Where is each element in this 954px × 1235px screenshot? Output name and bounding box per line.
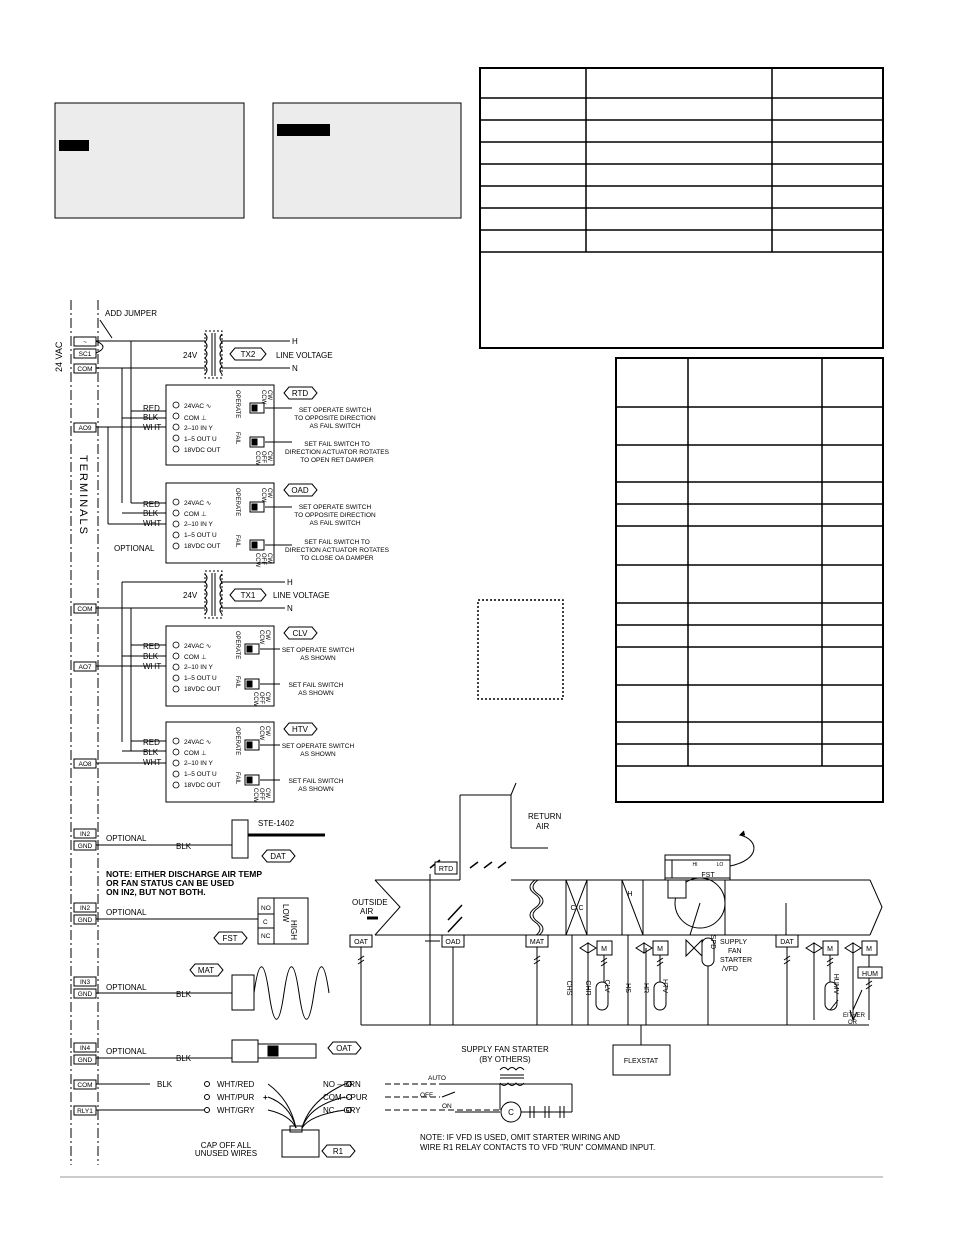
in3-blk: BLK	[176, 990, 192, 999]
svg-text:COM ⊥: COM ⊥	[184, 750, 207, 757]
vac-label: 24 VAC	[54, 341, 64, 372]
svg-text:TO OPPOSITE DIRECTION: TO OPPOSITE DIRECTION	[294, 512, 376, 519]
svg-text:OR: OR	[848, 1020, 857, 1026]
svg-text:AS SHOWN: AS SHOWN	[300, 655, 336, 662]
svg-text:WHT/RED: WHT/RED	[217, 1080, 255, 1089]
svg-text:24VAC ∿: 24VAC ∿	[184, 643, 212, 650]
svg-text:BLK: BLK	[143, 413, 159, 422]
svg-text:SET OPERATE SWITCH: SET OPERATE SWITCH	[298, 407, 372, 414]
svg-text:CW: CW	[264, 630, 270, 640]
svg-text:STARTER: STARTER	[720, 957, 753, 964]
svg-text:2–10 IN Y: 2–10 IN Y	[184, 425, 213, 432]
svg-text:OPERATE: OPERATE	[234, 631, 240, 660]
svg-text:CW: CW	[264, 788, 270, 798]
svg-text:1–5 OUT U: 1–5 OUT U	[184, 675, 217, 682]
svg-text:FAIL: FAIL	[234, 772, 240, 785]
dat-tag-text: DAT	[270, 852, 286, 861]
svg-text:CLV: CLV	[603, 979, 610, 993]
term-in4: IN4	[79, 1045, 91, 1052]
tx2-24v: 24V	[183, 351, 198, 360]
svg-text:24VAC ∿: 24VAC ∿	[184, 500, 212, 507]
display-panel-left	[55, 103, 244, 218]
svg-text:LO: LO	[716, 862, 724, 868]
svg-text:18VDC OUT: 18VDC OUT	[184, 447, 221, 454]
svg-text:WHT/GRY: WHT/GRY	[217, 1106, 255, 1115]
in2-blk: BLK	[176, 842, 192, 851]
svg-text:AUTO: AUTO	[428, 1075, 446, 1082]
svg-text:CW: CW	[266, 553, 272, 563]
svg-text:COM ⊥: COM ⊥	[184, 654, 207, 661]
term-in2-b: IN2	[79, 905, 91, 912]
svg-text:1–5 OUT U: 1–5 OUT U	[184, 532, 217, 539]
svg-text:2–10 IN Y: 2–10 IN Y	[184, 760, 213, 767]
in2b-optional: OPTIONAL	[106, 908, 147, 917]
svg-text:AS SHOWN: AS SHOWN	[298, 690, 334, 697]
term-sc1: SC1	[78, 351, 92, 358]
dotted-box	[478, 600, 563, 699]
svg-text:OFF: OFF	[420, 1092, 433, 1099]
svg-text:HR: HR	[642, 982, 649, 994]
svg-text:M: M	[866, 946, 872, 953]
fst-sensor	[96, 898, 308, 944]
svg-text:CCW: CCW	[260, 488, 266, 503]
term-gnd-b: GND	[77, 917, 93, 924]
svg-text:NOTE: IF VFD IS USED, OMIT STA: NOTE: IF VFD IS USED, OMIT STARTER WIRING AND	[420, 1133, 621, 1142]
svg-text:M: M	[657, 946, 663, 953]
svg-text:FLEXSTAT: FLEXSTAT	[623, 1058, 659, 1065]
svg-text:(BY OTHERS): (BY OTHERS)	[479, 1055, 531, 1064]
svg-text:CHR: CHR	[584, 980, 591, 996]
svg-text:COM ⊥: COM ⊥	[184, 415, 207, 422]
svg-text:CCW: CCW	[258, 630, 264, 645]
svg-text:AIR: AIR	[536, 822, 550, 831]
terminals-label: TERMINALS	[77, 455, 89, 536]
svg-text:ON IN2, BUT NOT BOTH.: ON IN2, BUT NOT BOTH.	[106, 887, 206, 897]
svg-text:HTV: HTV	[661, 979, 668, 993]
svg-text:RED: RED	[143, 404, 160, 413]
svg-text:CCW: CCW	[252, 788, 258, 803]
ahu-tag-labels	[354, 862, 878, 1065]
svg-text:HUMV: HUMV	[832, 973, 839, 995]
svg-text:M: M	[601, 946, 607, 953]
svg-text:SET FAIL SWITCH: SET FAIL SWITCH	[288, 682, 344, 689]
tx1-n: N	[287, 604, 293, 613]
svg-text:HIGH: HIGH	[289, 920, 298, 940]
svg-text:UNUSED WIRES: UNUSED WIRES	[194, 1149, 258, 1158]
svg-text:SET OPERATE SWITCH: SET OPERATE SWITCH	[298, 504, 372, 511]
svg-text:TO OPEN RET DAMPER: TO OPEN RET DAMPER	[300, 457, 374, 464]
tx1-24v: 24V	[183, 591, 198, 600]
terminal-blocks	[74, 337, 96, 1115]
svg-text:1–5 OUT U: 1–5 OUT U	[184, 771, 217, 778]
svg-text:SET FAIL SWITCH: SET FAIL SWITCH	[288, 778, 344, 785]
add-jumper-label: ADD JUMPER	[105, 309, 158, 318]
svg-text:FAIL: FAIL	[234, 432, 240, 445]
svg-text:HI: HI	[692, 862, 698, 868]
ste-label: STE-1402	[258, 819, 295, 828]
svg-text:EITHER: EITHER	[843, 1013, 866, 1019]
svg-text:BLK: BLK	[143, 509, 159, 518]
starter	[440, 1068, 572, 1123]
svg-text:1–5 OUT U: 1–5 OUT U	[184, 436, 217, 443]
svg-text:2–10 IN Y: 2–10 IN Y	[184, 521, 213, 528]
ahu-piping	[361, 874, 869, 1045]
svg-text:OFF: OFF	[260, 553, 266, 565]
svg-text:WIRE R1 RELAY CONTACTS TO VFD: WIRE R1 RELAY CONTACTS TO VFD "RUN" COMMAND INPUT.	[420, 1143, 656, 1152]
display-panel-right	[273, 103, 461, 218]
term-ao9: AO9	[78, 425, 92, 432]
svg-text:24VAC ∿: 24VAC ∿	[184, 403, 212, 410]
svg-text:AIR: AIR	[360, 907, 374, 916]
svg-text:OPERATE: OPERATE	[234, 727, 240, 756]
in4-blk: BLK	[176, 1054, 192, 1063]
svg-text:TO CLOSE OA DAMPER: TO CLOSE OA DAMPER	[300, 555, 374, 562]
htv-tag-text: HTV	[292, 725, 308, 734]
svg-text:SPD: SPD	[709, 934, 716, 950]
svg-text:OR FAN STATUS CAN BE USED: OR FAN STATUS CAN BE USED	[106, 878, 235, 888]
svg-text:DIRECTION ACTUATOR ROTATES: DIRECTION ACTUATOR ROTATES	[285, 449, 389, 456]
table-side	[616, 358, 883, 802]
svg-text:BLK: BLK	[143, 748, 159, 757]
svg-text:OFF: OFF	[258, 692, 264, 704]
tx2-line-voltage: LINE VOLTAGE	[276, 351, 333, 360]
svg-text:RTD: RTD	[438, 866, 454, 873]
term-gnd-c: GND	[77, 991, 93, 998]
svg-text:RED: RED	[143, 500, 160, 509]
svg-text:R1: R1	[332, 1147, 344, 1156]
svg-text:NC: NC	[261, 933, 271, 940]
svg-text:AS SHOWN: AS SHOWN	[300, 751, 336, 758]
term-gnd-d: GND	[77, 1057, 93, 1064]
term-com-1: COM	[77, 366, 93, 373]
ahu-text	[352, 812, 866, 1026]
svg-text:ON: ON	[442, 1103, 452, 1110]
in2-note	[106, 869, 262, 897]
tx2-n: N	[292, 364, 298, 373]
svg-text:AS FAIL SWITCH: AS FAIL SWITCH	[309, 520, 361, 527]
svg-text:FAIL: FAIL	[234, 535, 240, 548]
svg-text:FAIL: FAIL	[234, 676, 240, 689]
term-in2-a: IN2	[79, 831, 91, 838]
clv-terminals	[184, 643, 221, 693]
svg-text:HUM: HUM	[862, 971, 878, 978]
oat-tag-text: OAT	[336, 1044, 352, 1053]
svg-text:FST: FST	[701, 872, 715, 879]
svg-text:+: +	[263, 1093, 268, 1102]
in4-optional: OPTIONAL	[106, 1047, 147, 1056]
svg-text:OPERATE: OPERATE	[234, 488, 240, 517]
svg-text:CCW: CCW	[252, 692, 258, 707]
svg-text:DIRECTION ACTUATOR ROTATES: DIRECTION ACTUATOR ROTATES	[285, 547, 389, 554]
ahu-dashes	[358, 918, 872, 989]
svg-text:18VDC OUT: 18VDC OUT	[184, 686, 221, 693]
svg-text:OFF: OFF	[260, 451, 266, 463]
svg-text:H: H	[627, 891, 633, 898]
mat-tag-text: MAT	[197, 966, 215, 975]
svg-text:OPTIONAL: OPTIONAL	[114, 544, 155, 553]
tx1-tag: TX1	[240, 591, 256, 600]
svg-text:HS: HS	[624, 983, 631, 993]
svg-text:SUPPLY FAN STARTER: SUPPLY FAN STARTER	[461, 1045, 549, 1054]
svg-text:RETURN: RETURN	[528, 812, 562, 821]
svg-text:COM ⊥: COM ⊥	[184, 511, 207, 518]
svg-text:NO – BRN: NO – BRN	[323, 1080, 361, 1089]
svg-text:WHT: WHT	[143, 662, 162, 671]
svg-text:CW: CW	[266, 488, 272, 498]
svg-text:BLK: BLK	[157, 1080, 173, 1089]
svg-text:AS FAIL SWITCH: AS FAIL SWITCH	[309, 423, 361, 430]
fst-tag-text: FST	[222, 934, 238, 943]
svg-text:CCW: CCW	[260, 390, 266, 405]
svg-text:WHT/PUR: WHT/PUR	[217, 1093, 255, 1102]
table-top	[480, 68, 883, 348]
svg-text:CW: CW	[266, 451, 272, 461]
term-rly1: RLY1	[77, 1108, 93, 1115]
svg-text:24VAC ∿: 24VAC ∿	[184, 739, 212, 746]
svg-text:CCW: CCW	[254, 553, 260, 568]
svg-text:NO: NO	[261, 905, 271, 912]
svg-text:WHT: WHT	[143, 519, 162, 528]
svg-text:SUPPLY: SUPPLY	[720, 939, 748, 946]
svg-text:CW: CW	[264, 692, 270, 702]
svg-text:CCW: CCW	[254, 451, 260, 466]
tx1-h: H	[287, 578, 293, 587]
svg-text:MAT: MAT	[529, 939, 545, 946]
in3-optional: OPTIONAL	[106, 983, 147, 992]
tx1-line-voltage: LINE VOLTAGE	[273, 591, 330, 600]
term-tilde: ~	[83, 339, 87, 346]
svg-text:CW: CW	[266, 390, 272, 400]
svg-text:AS SHOWN: AS SHOWN	[298, 786, 334, 793]
svg-text:C: C	[570, 905, 576, 912]
svg-text:18VDC OUT: 18VDC OUT	[184, 543, 221, 550]
svg-text:WHT: WHT	[143, 423, 162, 432]
ahu-duct	[375, 783, 882, 936]
svg-text:FAN: FAN	[728, 948, 742, 955]
svg-text:SET FAIL SWITCH TO: SET FAIL SWITCH TO	[304, 539, 370, 546]
svg-text:18VDC OUT: 18VDC OUT	[184, 782, 221, 789]
svg-text:RED: RED	[143, 642, 160, 651]
htv-terminals	[184, 739, 221, 789]
svg-text:C: C	[263, 919, 268, 926]
svg-text:NOTE: EITHER DISCHARGE AIR TEM: NOTE: EITHER DISCHARGE AIR TEMP	[106, 869, 262, 879]
svg-text:TO OPPOSITE DIRECTION: TO OPPOSITE DIRECTION	[294, 415, 376, 422]
svg-text:BLK: BLK	[143, 652, 159, 661]
term-in3: IN3	[79, 979, 91, 986]
svg-text:WHT: WHT	[143, 758, 162, 767]
svg-text:2–10 IN Y: 2–10 IN Y	[184, 664, 213, 671]
svg-text:SET OPERATE SWITCH: SET OPERATE SWITCH	[281, 647, 355, 654]
svg-text:OUTSIDE: OUTSIDE	[352, 898, 388, 907]
term-ao7: AO7	[78, 664, 92, 671]
screw-terminals	[173, 402, 179, 788]
svg-text:OAD: OAD	[445, 939, 461, 946]
clv-tag-text: CLV	[292, 629, 308, 638]
svg-text:CAP OFF ALL: CAP OFF ALL	[200, 1141, 252, 1150]
svg-text:CHS: CHS	[565, 980, 572, 996]
wire-labels-top	[114, 404, 161, 553]
term-ao8: AO8	[78, 761, 92, 768]
svg-text:/VFD: /VFD	[722, 966, 738, 973]
svg-text:CW: CW	[264, 726, 270, 736]
svg-text:CCW: CCW	[258, 726, 264, 741]
tx2-h: H	[292, 337, 298, 346]
svg-text:OPERATE: OPERATE	[234, 390, 240, 419]
rtd-tag-text: RTD	[291, 389, 309, 398]
rtd-terminals	[184, 403, 221, 454]
svg-text:M: M	[827, 946, 833, 953]
svg-text:C: C	[508, 1108, 514, 1117]
in2-optional: OPTIONAL	[106, 834, 147, 843]
svg-text:DAT: DAT	[780, 939, 794, 946]
oad-tag-text: OAD	[291, 486, 309, 495]
svg-text:LOW: LOW	[281, 904, 290, 923]
svg-text:NC – GRY: NC – GRY	[323, 1106, 361, 1115]
term-com-2: COM	[77, 606, 93, 613]
svg-text:SET OPERATE SWITCH: SET OPERATE SWITCH	[281, 743, 355, 750]
tx2-tag: TX2	[240, 350, 256, 359]
svg-text:COM – PUR: COM – PUR	[323, 1093, 368, 1102]
svg-text:OFF: OFF	[258, 788, 264, 800]
oad-terminals	[184, 500, 221, 550]
term-com-3: COM	[77, 1082, 93, 1089]
wire-labels-bottom	[143, 642, 161, 767]
svg-text:C: C	[578, 905, 584, 912]
svg-text:RED: RED	[143, 738, 160, 747]
term-gnd-a: GND	[77, 843, 93, 850]
svg-text:OAT: OAT	[354, 939, 368, 946]
svg-text:SET FAIL SWITCH TO: SET FAIL SWITCH TO	[304, 441, 370, 448]
